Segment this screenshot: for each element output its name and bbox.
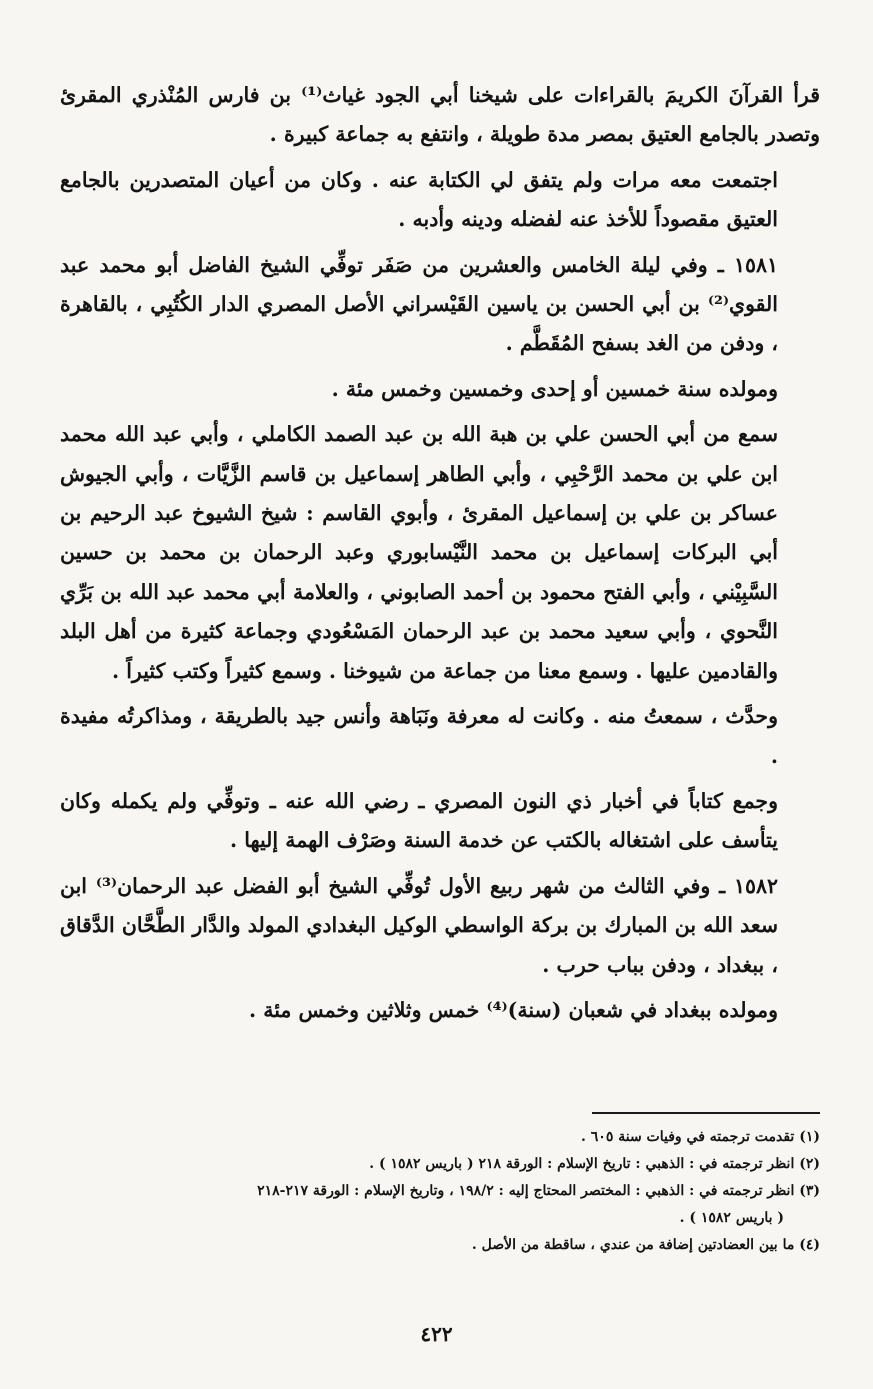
page-number: ٤٢٢	[420, 1322, 453, 1346]
entry-paragraph: ١٥٨٢ ـ وفي الثالث من شهر ربيع الأول تُوفِّي الشيخ أبو الفضل عبد الرحمان⁽³⁾ ابن سعد الله بن المبارك بن بركة الواسطي الوكيل البغدادي المولد والدَّار الطَّحَّان الدَّقاق ، ببغداد ، ودفن بباب حرب .	[60, 873, 779, 977]
paragraph: ومولده ببغداد في شعبان (سنة)⁽⁴⁾ خمس وثلاثين وخمس مئة .	[248, 997, 778, 1022]
main-text	[60, 76, 820, 1036]
entry-paragraph: ١٥٨١ ـ وفي ليلة الخامس والعشرين من صَفَر توفِّي الشيخ الفاضل أبو محمد عبد القوي⁽²⁾ بن أبي الحسن بن ياسين القَيْسراني الأصل المصري الدار الكُتُبِي ، بالقاهرة ، ودفن من الغد بسفح المُقَطَّم .	[60, 252, 778, 356]
footnote: (٢) انظر ترجمته في : الذهبي : تاريخ الإسلام : الورقة ٢١٨ ( باريس ١٥٨٢ ) .	[369, 1156, 820, 1172]
paragraph: وجمع كتاباً في أخبار ذي النون المصري ـ رضي الله عنه ـ وتوفِّي ولم يكمله وكان يتأسف على اشتغاله بالكتب عن خدمة السنة وصَرْف الهمة إليها .	[60, 788, 778, 853]
footnotes	[38, 1124, 820, 1259]
paragraph: سمع من أبي الحسن علي بن هبة الله بن عبد الصمد الكاملي ، وأبي عبد الله محمد ابن علي بن محمد الرَّحْبِي ، وأبي الطاهر إسماعيل بن قاسم الزَّيَّات ، وأبي الجيوش عساكر بن علي بن إسماعيل المقرئ ، وأبوي القاسم : شيخ الشيوخ عبد الرحيم بن أبي البركات إسماعيل بن محمد النَّيْسابوري وعبد الرحمان بن محمد بن حسين السَّبِيْني ، وأبي الفتح محمود بن أحمد الصابوني ، والعلامة أبي محمد عبد الله بن بَرِّي النَّحوي ، وأبي سعيد محمد بن عبد الرحمان المَسْعُودي وجماعة كثيرة من أهل البلد والقادمين عليها . وسمع معنا من جماعة من شيوخنا . وسمع كثيراً وكتب كثيراً .	[60, 422, 778, 683]
footnote: (٣) انظر ترجمته في : الذهبي : المختصر المحتاج إليه : ١٩٨/٢ ، وتاريخ الإسلام : الورقة ٢١٧-٢١٨	[257, 1183, 820, 1199]
paragraph: وحدَّث ، سمعتُ منه . وكانت له معرفة ونَبَاهة وأنس جيد بالطريقة ، ومذاكرتُه مفيدة .	[60, 704, 778, 768]
footnote-continuation: ( باريس ١٥٨٢ ) .	[679, 1210, 784, 1226]
footnote: (١) تقدمت ترجمته في وفيات سنة ٦٠٥ .	[581, 1129, 820, 1145]
paragraph: ومولده سنة خمسين أو إحدى وخمسين وخمس مئة .	[331, 376, 778, 401]
footnote-divider	[592, 1112, 820, 1114]
paragraph: اجتمعت معه مرات ولم يتفق لي الكتابة عنه . وكان من أعيان المتصدرين بالجامع العتيق مقصوداً للأخذ عنه لفضله ودينه وأدبه .	[60, 167, 778, 232]
footnote: (٤) ما بين العضادتين إضافة من عندي ، ساقطة من الأصل .	[471, 1237, 820, 1253]
paragraph: قرأ القرآنَ الكريمَ بالقراءات على شيخنا أبي الجود غياث⁽¹⁾ بن فارس المُنْذري المقرئ وتصدر بالجامع العتيق بمصر مدة طويلة ، وانتفع به جماعة كبيرة .	[60, 83, 821, 147]
